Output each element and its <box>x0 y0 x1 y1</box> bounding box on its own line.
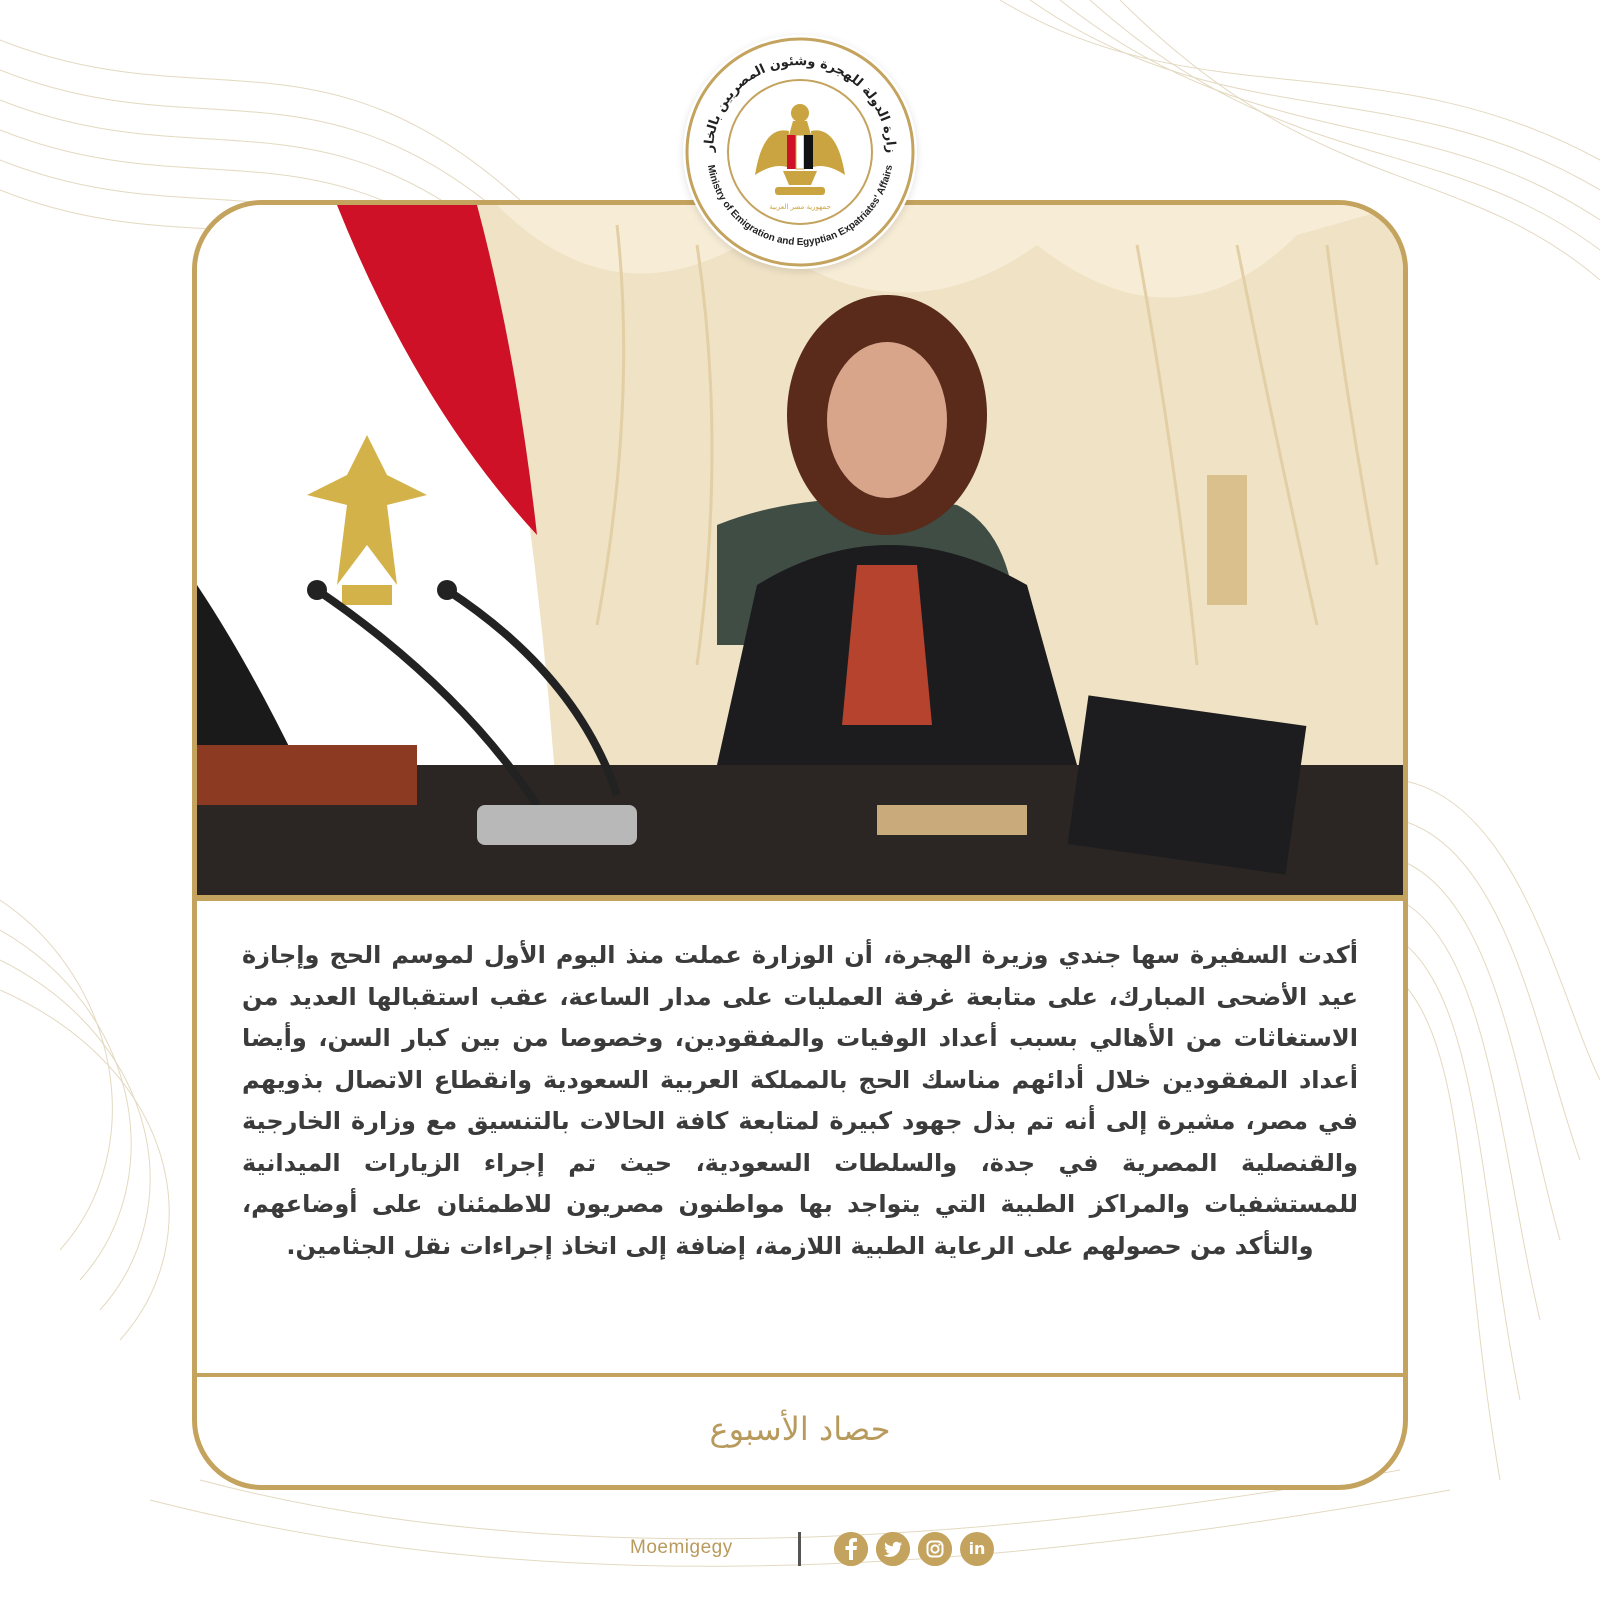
ministry-logo <box>683 35 917 269</box>
content-card <box>192 200 1408 1490</box>
photo-divider <box>197 895 1403 901</box>
news-photo <box>197 205 1403 895</box>
social-divider <box>798 1532 801 1566</box>
instagram-icon[interactable] <box>918 1532 952 1566</box>
twitter-icon[interactable] <box>876 1532 910 1566</box>
logo-emblem-caption: جمهورية مصر العربية <box>769 203 831 211</box>
linkedin-icon[interactable] <box>960 1532 994 1566</box>
facebook-icon[interactable] <box>834 1532 868 1566</box>
section-title: حصاد الأسبوع <box>709 1410 891 1448</box>
social-bar <box>630 1527 1030 1577</box>
social-handle[interactable]: Moemigegy <box>630 1537 733 1558</box>
article-body: أكدت السفيرة سها جندي وزيرة الهجرة، أن الوزارة عملت منذ اليوم الأول لموسم الحج وإجازة عيد الأضحى المبارك، على متابعة غرفة العمليات على مدار الساعة، عقب استقبالها العديد من الاستغاثات من الأهالي بسبب أعداد الوفيات والمفقودين، وخصوصا من بين كبار السن، وأيضا أعداد المفقودين خلال أدائهم مناسك الحج بالمملكة العربية السعودية وانقطاع الاتصال بذويهم في مصر، مشيرة إلى أنه تم بذل جهود كبيرة لمتابعة كافة الحالات بالتنسيق مع وزارة الخارجية والقنصلية المصرية في جدة، والسلطات السعودية، حيث تم إجراء الزيارات الميدانية للمستشفيات والمراكز الطبية التي يتواجد بها مواطنون مصريون للاطمئنان على أوضاعهم، والتأكد من حصولهم على الرعاية الطبية اللازمة، إضافة إلى اتخاذ إجراءات نقل الجثامين. <box>242 941 1358 1260</box>
logo-english-ring-text: Ministry of Emigration and Egyptian Expatriates' Affairs <box>704 164 896 249</box>
footer-separator <box>197 1373 1403 1377</box>
press-photo-minister-at-meeting-icon <box>197 205 1403 895</box>
linkedin-label: in <box>968 1539 986 1558</box>
logo-arabic-ring-text: زارة الدولة للهجرة وشئون المصريين بالخار <box>701 53 899 154</box>
